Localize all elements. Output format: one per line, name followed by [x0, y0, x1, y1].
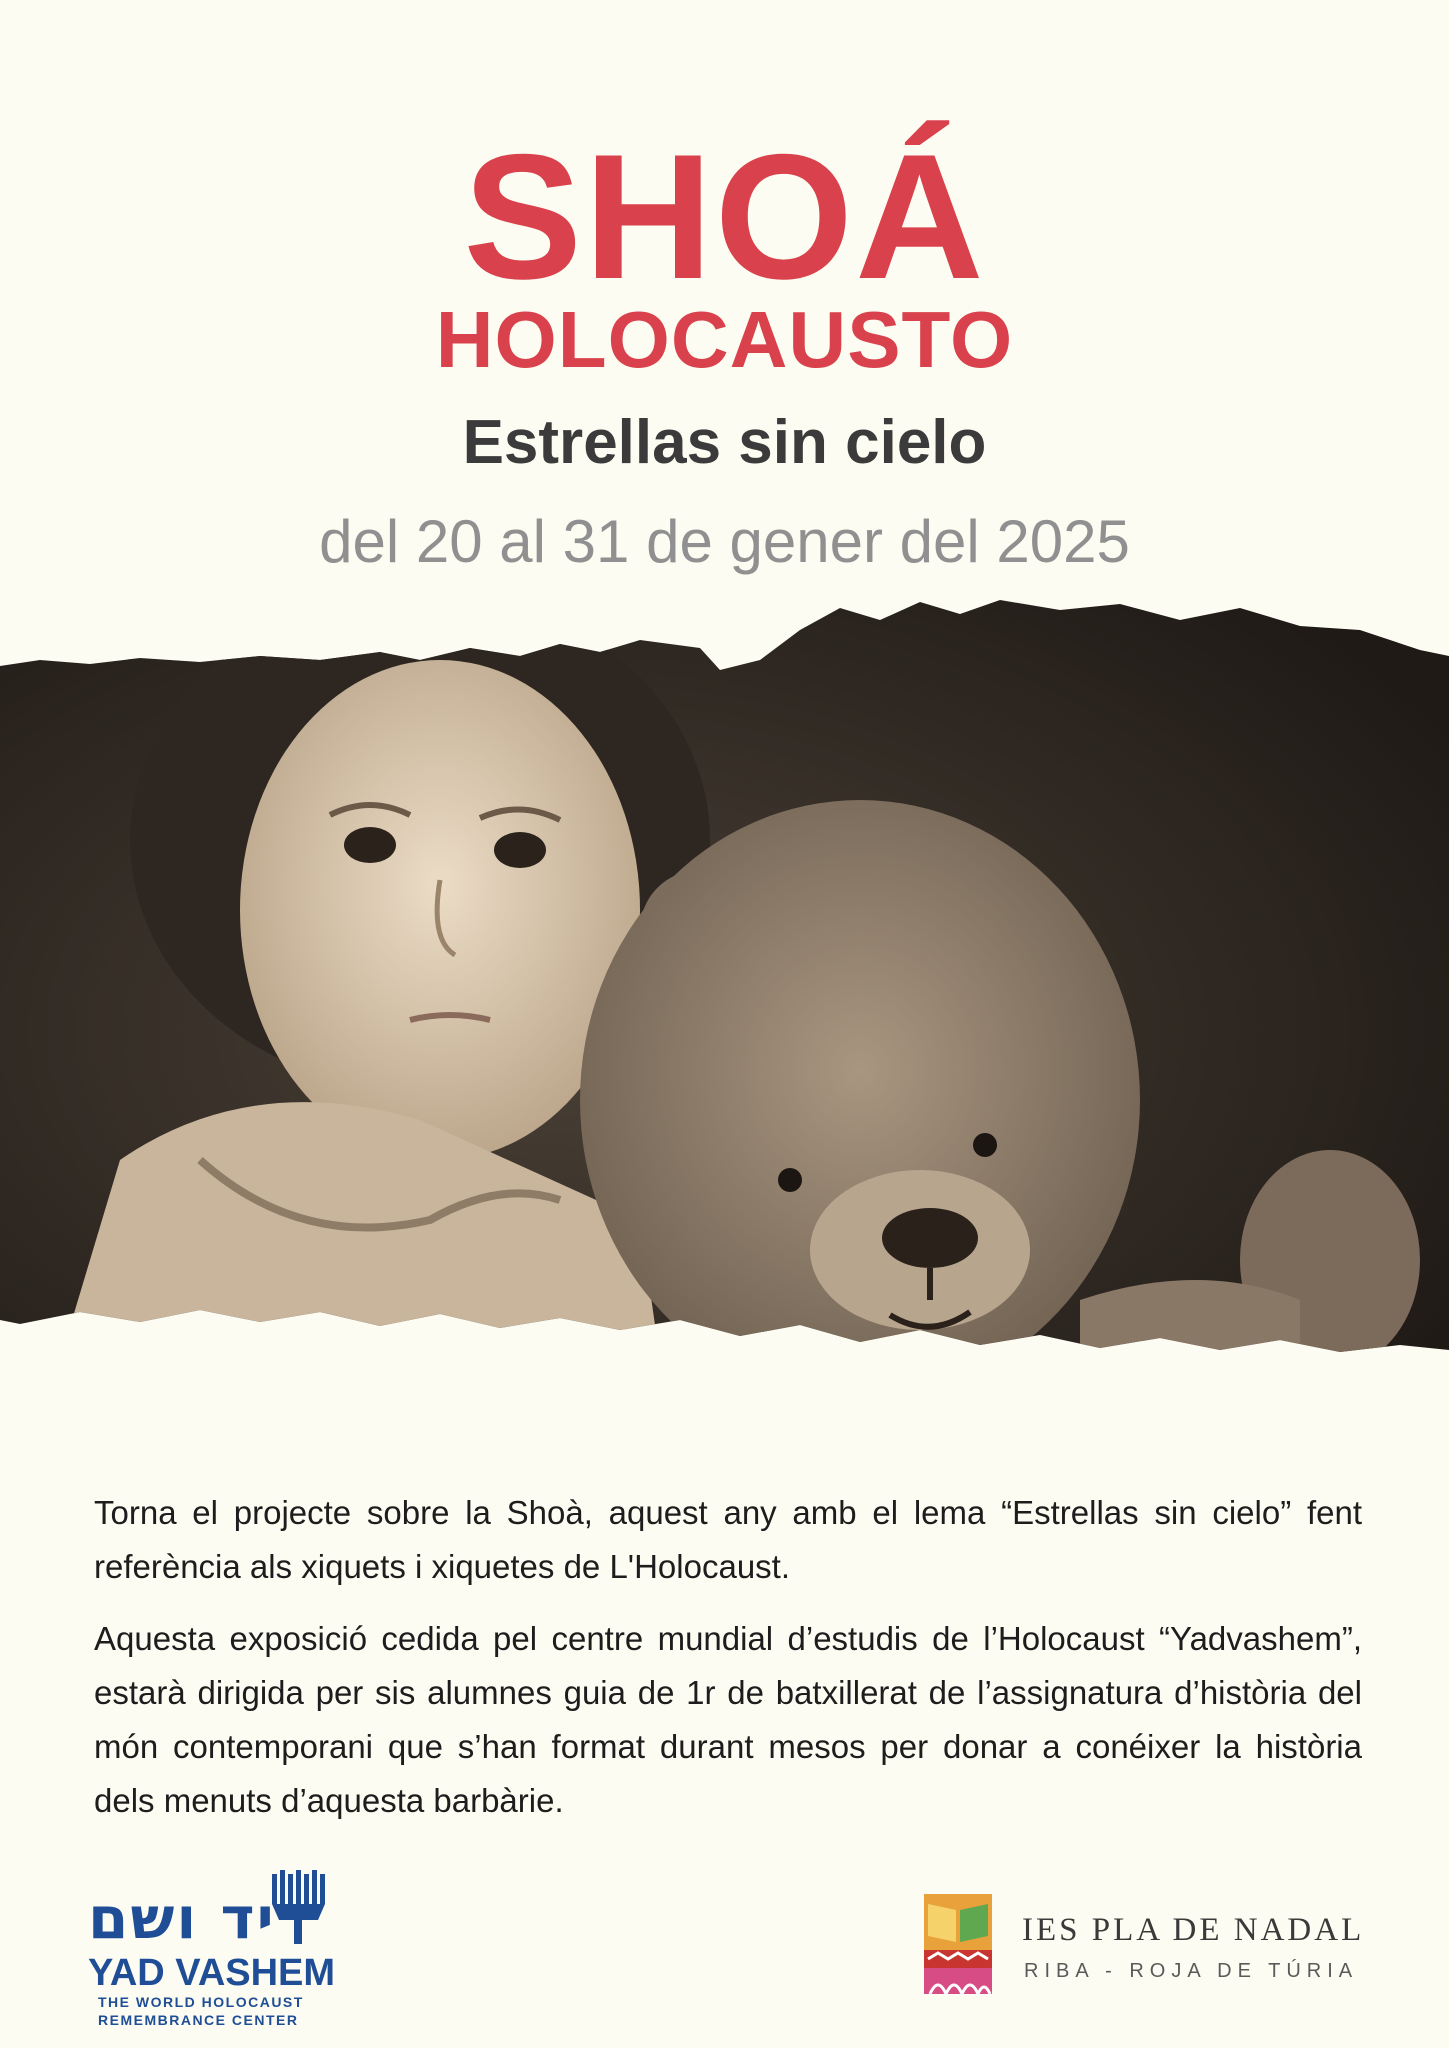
yad-vashem-logo [88, 1868, 348, 2028]
ies-name: IES PLA DE NADAL [1022, 1912, 1365, 1948]
menorah-icon [268, 1868, 328, 1948]
ies-location: RIBA - ROJA DE TÚRIA [1024, 1960, 1359, 1982]
yad-vashem-name: YAD VASHEM [88, 1952, 336, 1994]
poster-dates: del 20 al 31 de gener del 2025 [319, 508, 1130, 575]
poster-subtitle: HOLOCAUSTO [435, 295, 1014, 384]
exhibition-paragraph: Aquesta exposició cedida pel centre mundial d’estudis de l’Holocaust “Yadvashem”, estarà dirigida per sis alumnes guia de 1r de batxillerat de l’assignatura d’història del món contemporani que s’han format durant mesos per donar a conéixer la història dels menuts d’aquesta barbàrie. [94, 1620, 1362, 1819]
poster-tagline: Estrellas sin cielo [462, 408, 987, 477]
child-with-teddy-bear-photo [0, 600, 1449, 1460]
yad-vashem-subtitle-line2: REMEMBRANCE CENTER [98, 2012, 299, 2028]
yad-vashem-subtitle-line1: THE WORLD HOLOCAUST [98, 1994, 304, 2010]
ies-pla-de-nadal-logo [918, 1890, 1388, 2030]
poster-title: SHOÁ [463, 117, 986, 316]
ies-emblem-icon [918, 1890, 998, 2000]
yad-vashem-hebrew-text: יד ושם [88, 1884, 276, 1952]
intro-paragraph: Torna el projecte sobre la Shoà, aquest any amb el lema “Estrellas sin cielo” fent referència als xiquets i xiquetes de L'Holocaust. [94, 1494, 1362, 1585]
